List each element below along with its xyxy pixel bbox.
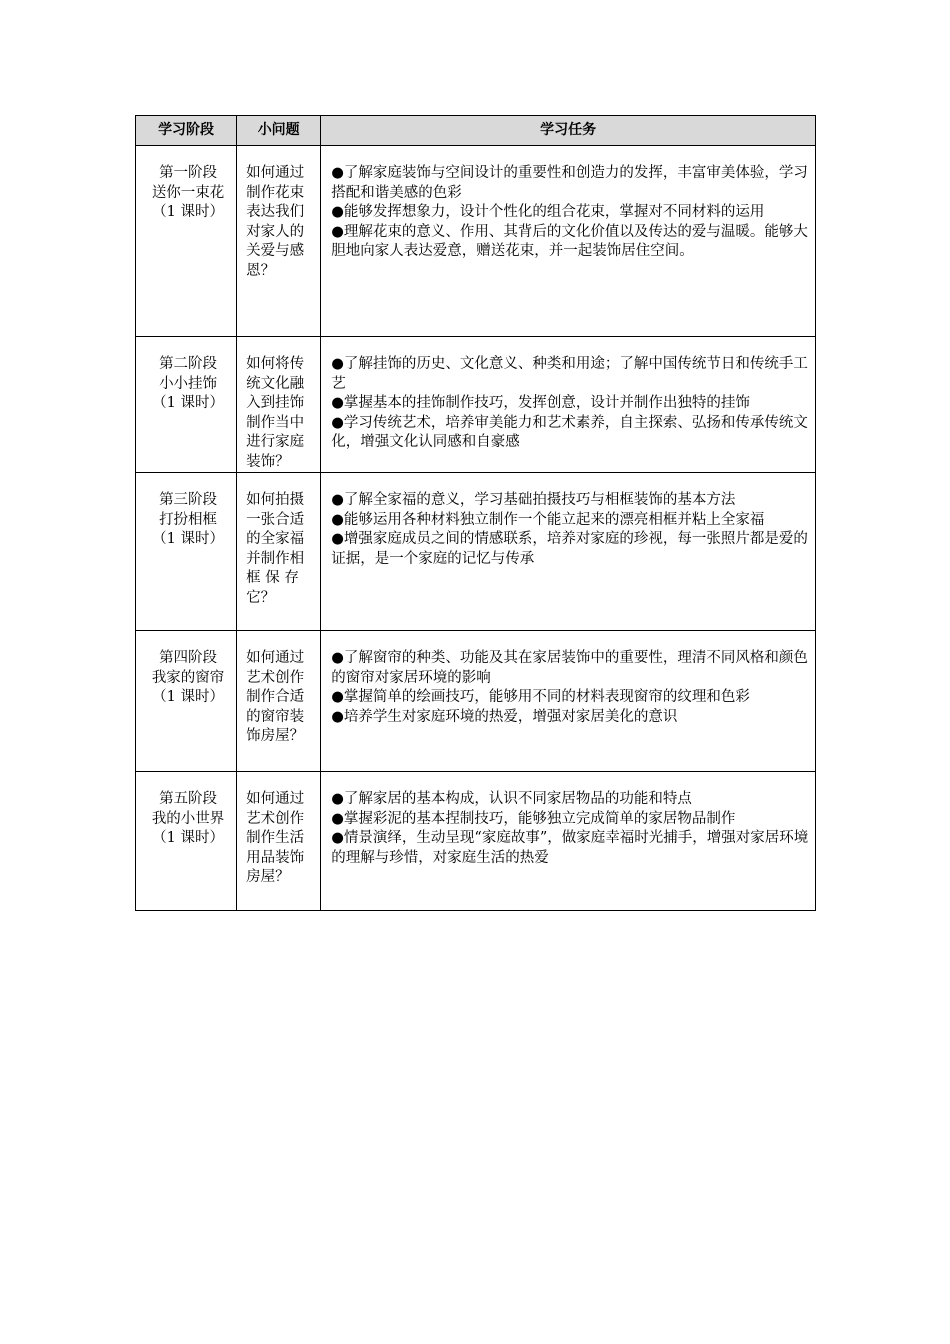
question-line: 装饰？ [246,453,290,470]
question-line: 表达我们 [246,204,305,220]
question-line: 框 保 存 [246,570,299,586]
tasks-cell [321,631,816,772]
task-item: ●了解窗帘的种类、功能及其在家居装饰中的重要性，理清不同风格和颜色的窗帘对家居环境的影响 [331,650,808,686]
stage-cell [136,772,237,911]
question-line: 恩？ [246,262,276,279]
table-row [136,772,816,911]
question-line: 它？ [246,589,276,606]
question-cell [237,631,321,772]
tasks-cell [321,337,816,473]
task-item: ●掌握基本的挂饰制作技巧，发挥创意，设计并制作出独特的挂饰 [331,395,750,411]
stage-title: 打扮相框 [159,511,218,528]
tasks-cell [321,772,816,911]
stage-name: 第四阶段 [159,650,218,666]
header-question: 小问题 [237,116,321,146]
table-row [136,631,816,772]
task-item: ●了解挂饰的历史、文化意义、种类和用途；了解中国传统节日和传统手工艺 [331,356,808,392]
stage-name: 第一阶段 [159,165,218,181]
task-item: ●了解全家福的意义，学习基础拍摄技巧与相框装饰的基本方法 [331,492,736,508]
question-line: 如何通过 [246,650,305,666]
question-line: 制作合适 [246,689,305,705]
stage-name: 第三阶段 [159,492,218,508]
question-line: 饰房屋？ [246,728,305,744]
task-item: ●能够发挥想象力，设计个性化的组合花束，掌握对不同材料的运用 [331,204,765,220]
question-line: 制作当中 [246,414,305,431]
task-item: ●了解家庭装饰与空间设计的重要性和创造力的发挥，丰富审美体验，学习搭配和谐美感的色彩 [331,165,808,201]
stage-hours: （1 课时） [152,830,224,846]
task-item: ●理解花束的意义、作用、其背后的文化价值以及传达的爱与温暖。能够大胆地向家人表达爱意，赠送花束，并一起装饰居住空间。 [331,223,808,259]
stage-hours: （1 课时） [152,204,224,220]
question-line: 一张合适 [246,511,305,528]
question-cell [237,146,321,337]
question-line: 并制作相 [246,550,305,567]
question-line: 如何通过 [246,791,305,807]
question-line: 的窗帘装 [246,708,305,725]
stage-name: 第二阶段 [159,356,218,372]
task-item: ●掌握彩泥的基本捏制技巧，能够独立完成简单的家居物品制作 [331,810,736,827]
question-line: 制作花束 [246,184,305,201]
task-item: ●增强家庭成员之间的情感联系，培养对家庭的珍视，每一张照片都是爱的证据，是一个家庭的记忆与传承 [331,531,808,567]
task-item: ●培养学生对家庭环境的热爱，增强对家居美化的意识 [331,708,678,725]
task-item: ●情景演绎，生动呈现“家庭故事”，做家庭幸福时光捕手，增强对家居环境的理解与珍惜，对家庭生活的热爱 [331,830,809,866]
stage-title: 送你一束花 [151,184,225,201]
question-line: 入到挂饰 [246,395,305,411]
tasks-cell [321,146,816,337]
header-tasks: 学习任务 [321,116,816,146]
table-row [136,146,816,337]
question-line: 统文化融 [246,375,305,392]
task-item: ●学习传统艺术，培养审美能力和艺术素养，自主探索、弘扬和传承传统文化，增强文化认同感和自豪感 [331,414,808,450]
question-line: 如何拍摄 [246,492,305,508]
question-line: 对家人的 [246,223,305,240]
table-header-row [136,116,816,146]
stage-cell [136,473,237,631]
stage-hours: （1 课时） [152,395,224,411]
task-item: ●能够运用各种材料独立制作一个能立起来的漂亮相框并粘上全家福 [331,511,765,528]
table-row [136,337,816,473]
question-cell [237,473,321,631]
question-line: 如何将传 [246,356,305,372]
question-line: 关爱与感 [246,243,305,259]
learning-plan-table [135,115,816,911]
question-line: 如何通过 [246,165,305,181]
question-cell [237,772,321,911]
stage-cell [136,146,237,337]
header-stage: 学习阶段 [136,116,237,146]
stage-cell [136,337,237,473]
question-line: 艺术创作 [246,669,305,686]
stage-title: 我家的窗帘 [151,669,225,686]
question-line: 进行家庭 [246,434,305,450]
stage-hours: （1 课时） [152,531,224,547]
stage-hours: （1 课时） [152,689,224,705]
tasks-cell [321,473,816,631]
task-item: ●掌握简单的绘画技巧，能够用不同的材料表现窗帘的纹理和色彩 [331,689,750,705]
question-line: 的全家福 [246,531,305,547]
question-line: 制作生活 [246,830,305,846]
stage-cell [136,631,237,772]
question-cell [237,337,321,473]
stage-title: 我的小世界 [151,810,225,827]
task-item: ●了解家居的基本构成，认识不同家居物品的功能和特点 [331,791,692,807]
question-line: 艺术创作 [246,810,305,827]
question-line: 用品装饰 [246,849,305,866]
question-line: 房屋？ [246,869,290,885]
stage-title: 小小挂饰 [159,375,218,392]
stage-name: 第五阶段 [159,791,218,807]
table-row [136,473,816,631]
